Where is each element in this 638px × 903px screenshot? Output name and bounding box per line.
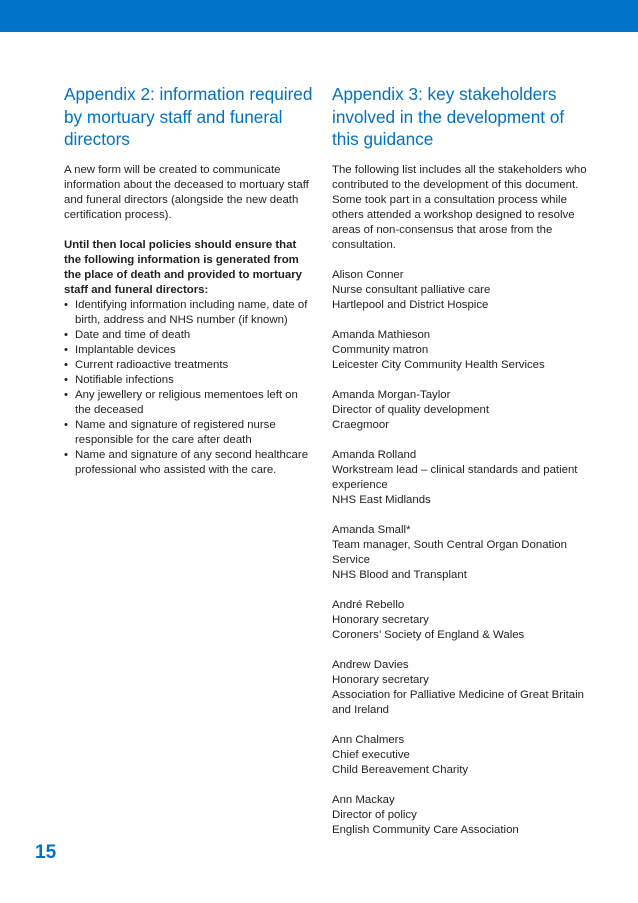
bullet-item: • Identifying information including name, date of birth, address and NHS number (if known) <box>64 298 308 326</box>
bullet-icon: • <box>64 343 68 356</box>
appendix-3-section <box>332 83 594 853</box>
stakeholder-entry <box>332 733 594 778</box>
page-number: 15 <box>35 842 57 863</box>
bullet-item: • Current radioactive treatments <box>64 358 229 371</box>
appendix-3-intro: The following list includes all the stakeholders who contributed to the development of this document. Some took part in a consultation process while others attended a workshop designed to resolve areas of non-consensus that arose from the consultation. <box>332 163 587 251</box>
stakeholder-entry <box>332 328 594 373</box>
bullet-icon: • <box>64 358 68 371</box>
stakeholder-organisation: Hartlepool and District Hospice <box>332 298 489 311</box>
appendix-3-heading: Appendix 3: key stakeholders involved in the development of this guidance <box>332 84 565 149</box>
bullet-item: • Date and time of death <box>64 328 191 341</box>
stakeholder-organisation: Leicester City Community Health Services <box>332 358 545 371</box>
stakeholder-entry <box>332 388 594 433</box>
bullet-item: • Name and signature of any second healthcare professional who assisted with the care. <box>64 448 309 476</box>
appendix-2-section <box>64 83 316 478</box>
stakeholder-organisation: NHS East Midlands <box>332 493 431 506</box>
bullet-icon: • <box>64 328 68 341</box>
stakeholder-entry <box>332 658 594 718</box>
stakeholder-role: Workstream lead – clinical standards and patient experience <box>332 463 578 491</box>
stakeholder-organisation: English Community Care Association <box>332 823 519 836</box>
stakeholder-role: Chief executive <box>332 748 410 761</box>
stakeholder-name: Amanda Morgan-Taylor <box>332 388 451 401</box>
bullet-icon: • <box>64 448 68 461</box>
stakeholder-name: Alison Conner <box>332 268 404 281</box>
header-bar <box>0 0 638 32</box>
stakeholder-role: Community matron <box>332 343 429 356</box>
stakeholder-role: Nurse consultant palliative care <box>332 283 491 296</box>
stakeholder-role: Team manager, South Central Organ Donation Service <box>332 538 567 566</box>
appendix-2-intro: A new form will be created to communicate information about the deceased to mortuary staff and funeral directors (alongside the new death certification process). <box>64 163 309 221</box>
stakeholder-entry <box>332 793 594 838</box>
bullet-icon: • <box>64 298 68 311</box>
stakeholder-name: Ann Chalmers <box>332 733 405 746</box>
bullet-item: • Name and signature of registered nurse responsible for the care after death <box>64 418 276 446</box>
stakeholder-name: Andrew Davies <box>332 658 409 671</box>
stakeholder-name: Amanda Small* <box>332 523 411 536</box>
stakeholder-role: Director of policy <box>332 808 417 821</box>
stakeholder-entry <box>332 448 594 508</box>
stakeholder-role: Director of quality development <box>332 403 490 416</box>
bullet-item: • Notifiable infections <box>64 373 174 386</box>
stakeholder-organisation: Association for Palliative Medicine of Great Britain and Ireland <box>332 688 584 716</box>
bullet-item: • Implantable devices <box>64 343 176 356</box>
stakeholder-entry <box>332 268 594 313</box>
appendix-2-bold-intro: Until then local policies should ensure that the following information is generated from the place of death and provided to mortuary staff and funeral directors: <box>64 238 302 296</box>
stakeholder-organisation: Craegmoor <box>332 418 389 431</box>
stakeholder-entry <box>332 598 594 643</box>
stakeholder-name: Amanda Mathieson <box>332 328 431 341</box>
stakeholder-organisation: Child Bereavement Charity <box>332 763 469 776</box>
stakeholder-role: Honorary secretary <box>332 673 429 686</box>
appendix-2-heading: Appendix 2: information required by mortuary staff and funeral directors <box>64 84 313 149</box>
stakeholder-organisation: NHS Blood and Transplant <box>332 568 467 581</box>
bullet-icon: • <box>64 388 68 401</box>
stakeholder-name: Amanda Rolland <box>332 448 417 461</box>
stakeholder-name: André Rebello <box>332 598 405 611</box>
stakeholder-organisation: Coroners’ Society of England & Wales <box>332 628 525 641</box>
stakeholder-name: Ann Mackay <box>332 793 395 806</box>
stakeholder-entry <box>332 523 594 583</box>
bullet-item: • Any jewellery or religious mementoes left on the deceased <box>64 388 298 416</box>
bullet-icon: • <box>64 418 68 431</box>
appendix-2-bullet-list <box>64 298 316 478</box>
bullet-icon: • <box>64 373 68 386</box>
stakeholder-role: Honorary secretary <box>332 613 429 626</box>
